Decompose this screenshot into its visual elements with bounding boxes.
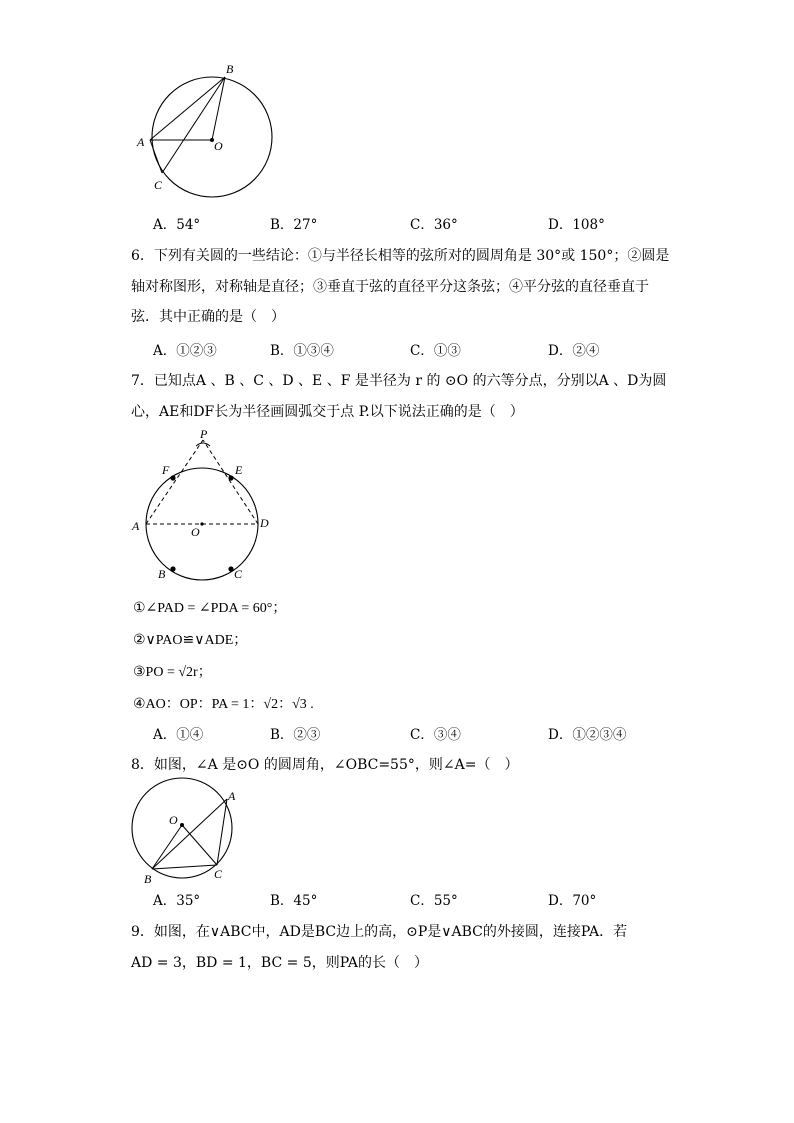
q8-label-O: O [169,813,178,827]
q7-figure [128,426,288,586]
q7-label-O: O [191,525,200,539]
q7-statement-1: ①∠PAD = ∠PDA = 60°； [133,601,287,616]
q8-label-B: B [144,872,152,886]
q8-segment-AC [217,799,227,865]
q8-segment-BC [152,865,217,869]
q7-label-F: F [162,463,170,477]
q7-statement-2: ②∨PAO≌∨ADE； [133,633,248,648]
q7-point-E [228,475,233,480]
q7-label-E: E [235,463,243,477]
q7-segment-AP [146,440,203,524]
q8-label-A: A [228,789,236,803]
q9-line-2: AD = 3，BD = 1，BC = 5，则PA的长（ ） [131,955,428,971]
q7-label-P: P [200,427,208,441]
q7-label-B: B [158,567,166,581]
q7-line-2: 心，AE和DF长为半径画圆弧交于点 P.以下说法正确的是（ ） [131,404,524,420]
q5-label-O: O [214,139,223,153]
q9-line-1: 9．如图，在∨ABC中，AD是BC边上的高，⊙P是∨ABC的外接圆，连接PA．若 [131,924,628,940]
q8-figure [128,776,248,888]
q8-line: 8．如图，∠A 是⊙O 的圆周角，∠OBC=55°，则∠A=（ ） [131,757,519,773]
q7-point-O [200,522,203,525]
q6-line-3: 弦．其中正确的是（ ） [131,309,285,325]
q5-label-A: A [137,135,145,149]
q7-point-C [228,566,233,571]
q7-label-A: A [132,519,140,533]
q5-figure [130,60,290,200]
q7-option-d: D．①②③④ [548,727,627,743]
q5-segment-AC [150,140,162,173]
q8-segment-OC [182,825,217,865]
q6-line-2: 轴对称图形，对称轴是直径；③垂直于弦的直径平分这条弦；④平分弦的直径垂直于 [131,279,649,295]
q7-statement-4: ④AO：OP：PA = 1：√2：√3 . [133,697,314,712]
q7-point-B [170,566,175,571]
q7-label-C: C [234,567,243,581]
q8-option-b: B．45° [270,893,318,909]
q8-segment-OB [152,825,182,869]
q7-statement-3: ③PO = √2r； [133,665,212,680]
q8-option-c: C．55° [410,893,458,909]
q8-point-O [180,823,184,827]
q6-line-1: 6．下列有关圆的一些结论：①与半径长相等的弦所对的圆周角是 30°或 150°；②圆是 [131,248,670,264]
q8-label-C: C [214,867,223,881]
q8-segment-AB [152,799,227,869]
q7-line-1: 7．已知点A 、B 、C 、D 、E 、F 是半径为 r 的 ⊙O 的六等分点，分别以A 、D为圆 [131,373,667,389]
q5-label-C: C [154,178,163,192]
q5-option-a: A．54° [153,217,201,233]
q7-option-a: A．①④ [153,727,204,743]
q5-label-B: B [226,62,234,76]
q7-segment-DP [203,440,258,524]
q7-arc-mark [196,443,210,446]
q7-option-b: B．②③ [270,727,321,743]
q5-option-b: B．27° [270,217,318,233]
q6-option-c: C．①③ [410,343,461,359]
q6-option-a: A．①②③ [153,343,217,359]
q7-point-F [170,475,175,480]
q6-option-d: D．②④ [548,343,600,359]
q6-option-b: B．①③④ [270,343,334,359]
q7-option-c: C．③④ [410,727,461,743]
q5-option-c: C．36° [410,217,458,233]
q8-option-a: A．35° [153,893,201,909]
q7-label-D: D [260,516,269,530]
q5-option-d: D．108° [548,217,605,233]
q8-option-d: D．70° [548,893,597,909]
q5-circle [152,77,272,197]
